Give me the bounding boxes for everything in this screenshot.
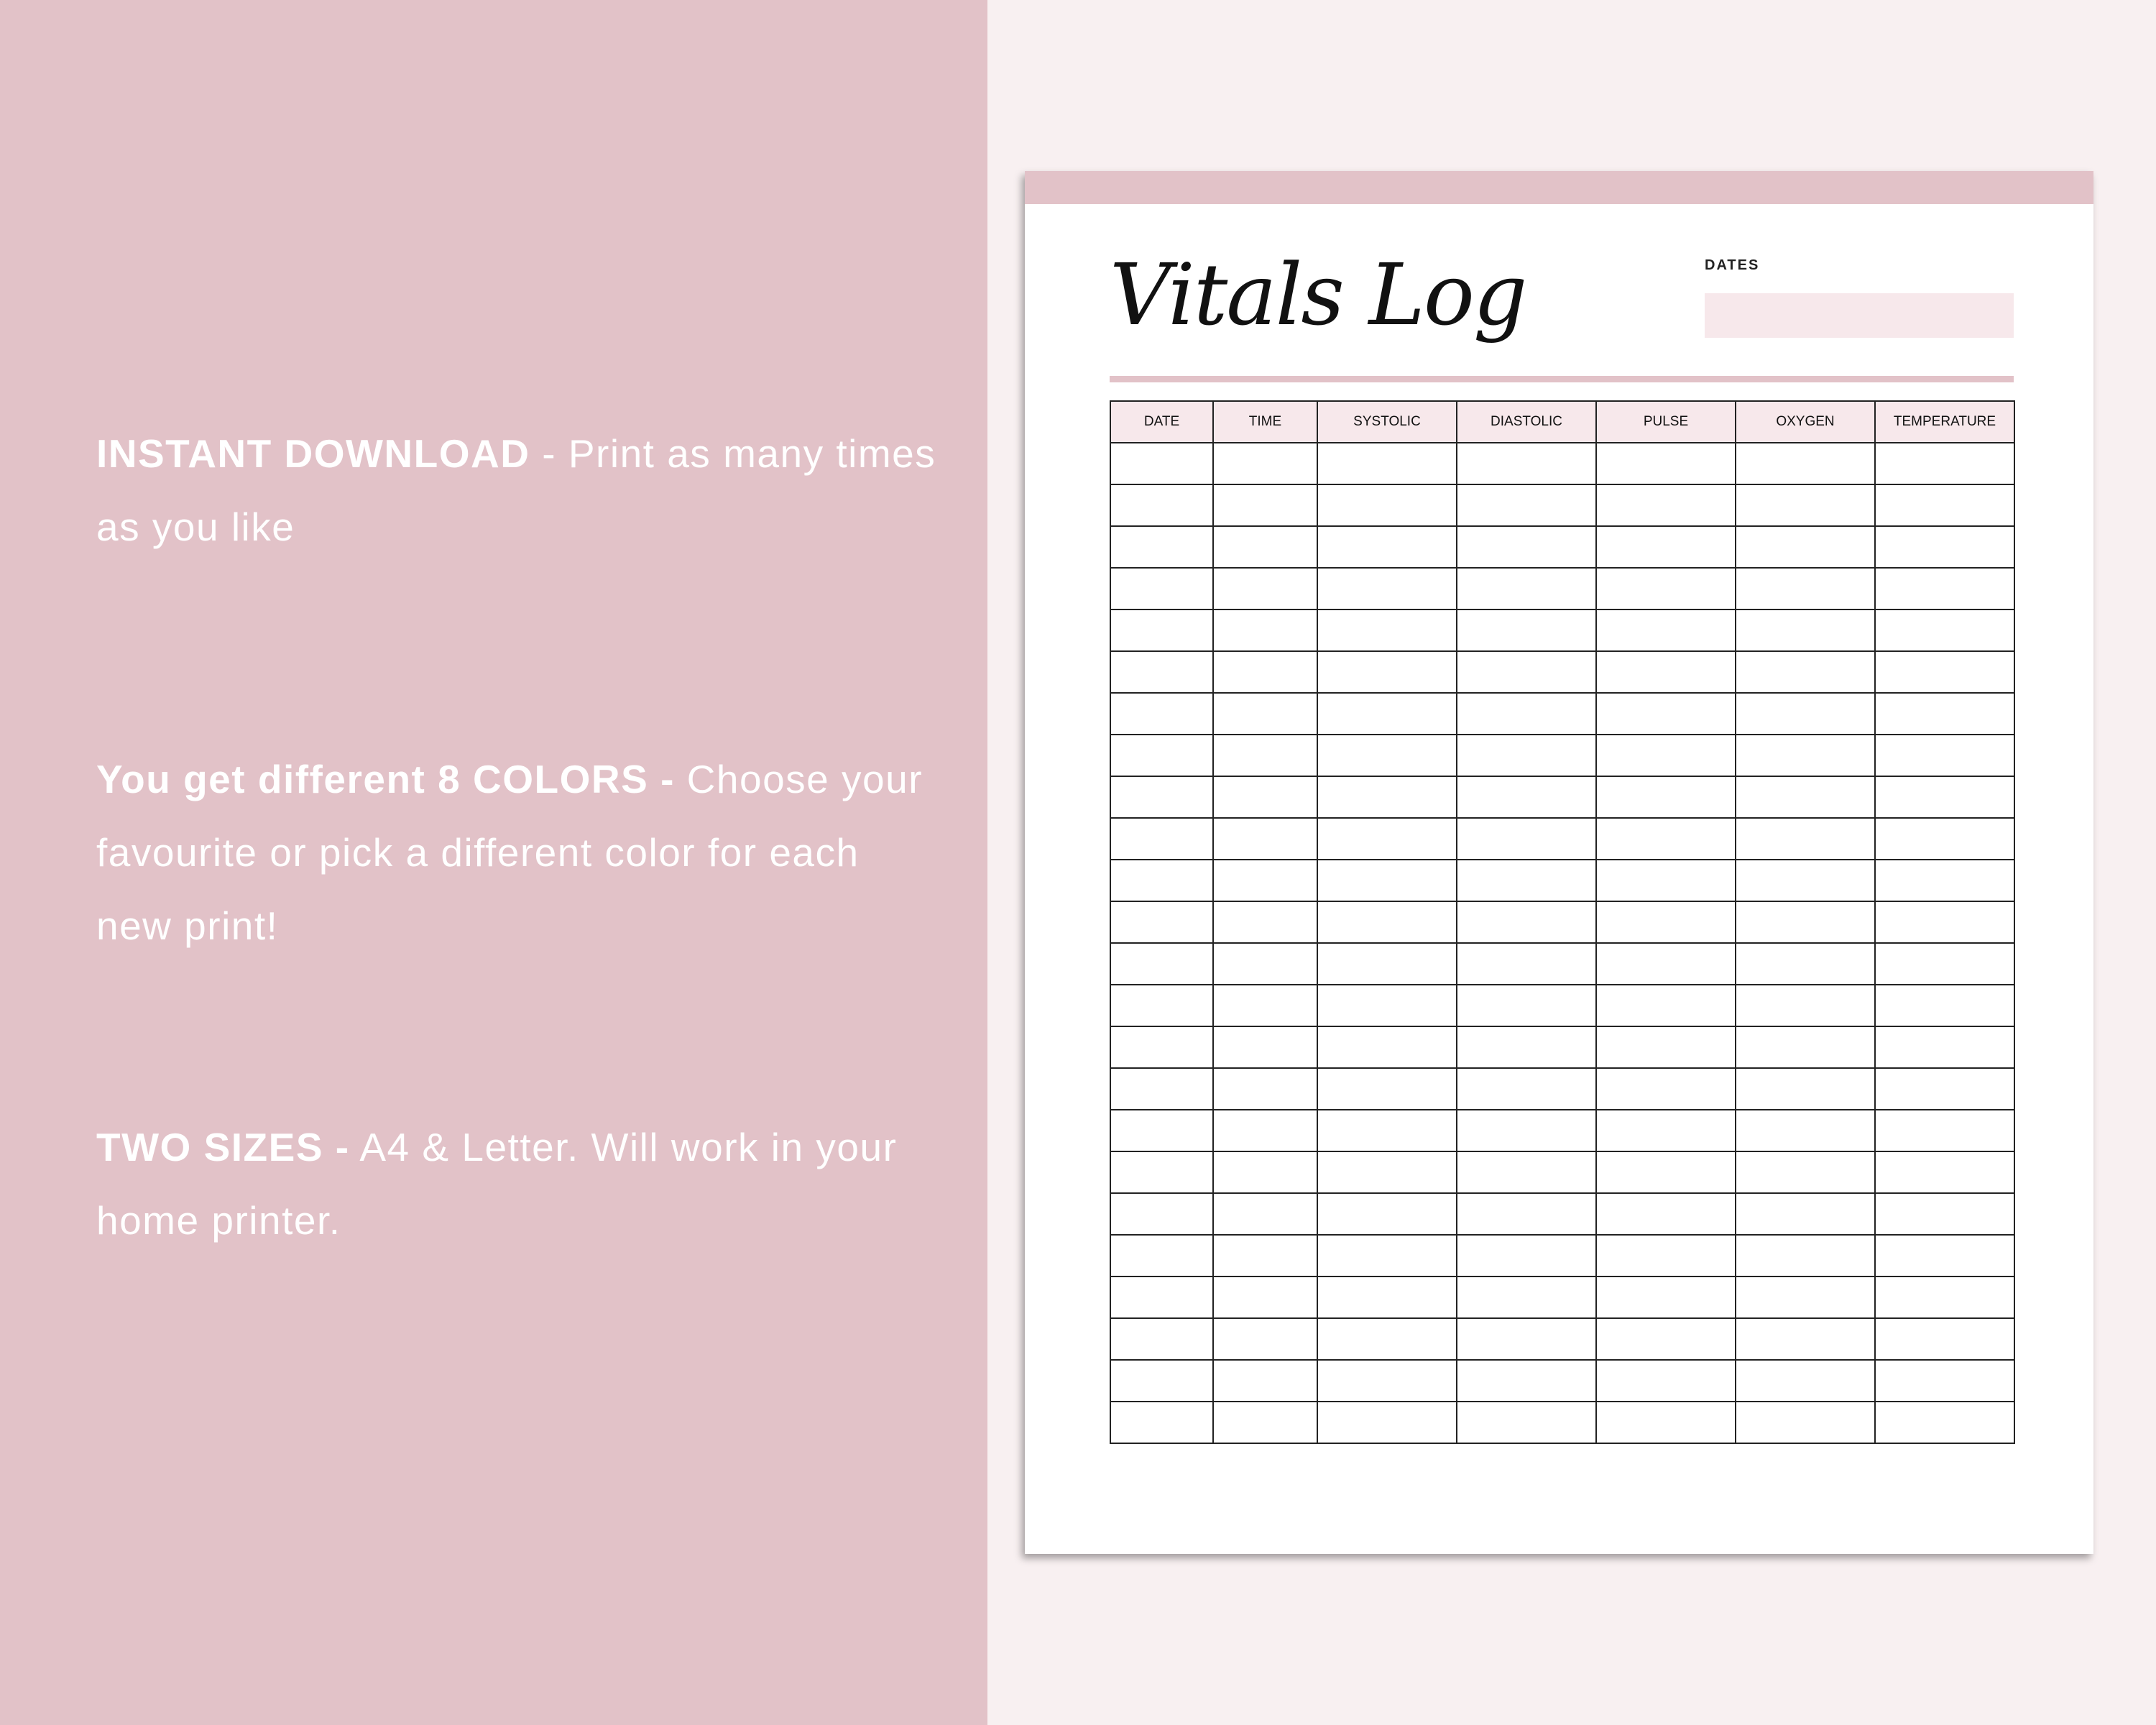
dates-label: DATES	[1705, 257, 1760, 273]
cell-temperature[interactable]	[1875, 484, 2014, 526]
cell-systolic[interactable]	[1317, 568, 1457, 610]
cell-systolic[interactable]	[1317, 776, 1457, 818]
cell-systolic[interactable]	[1317, 1151, 1457, 1193]
cell-pulse[interactable]	[1596, 1026, 1736, 1068]
table-row	[1110, 610, 2014, 651]
cell-temperature[interactable]	[1875, 776, 2014, 818]
cell-oxygen[interactable]	[1736, 610, 1875, 651]
cell-diastolic[interactable]	[1457, 526, 1596, 568]
cell-pulse[interactable]	[1596, 985, 1736, 1026]
cell-temperature[interactable]	[1875, 1193, 2014, 1235]
cell-temperature[interactable]	[1875, 1151, 2014, 1193]
cell-date[interactable]	[1110, 1360, 1213, 1402]
cell-time[interactable]	[1213, 860, 1317, 901]
table-row	[1110, 735, 2014, 776]
cell-diastolic[interactable]	[1457, 818, 1596, 860]
cell-time[interactable]	[1213, 901, 1317, 943]
cell-pulse[interactable]	[1596, 1360, 1736, 1402]
cell-temperature[interactable]	[1875, 1235, 2014, 1276]
table-row	[1110, 1110, 2014, 1151]
cell-date[interactable]	[1110, 1068, 1213, 1110]
cell-pulse[interactable]	[1596, 1151, 1736, 1193]
cell-date[interactable]	[1110, 735, 1213, 776]
table-row	[1110, 1402, 2014, 1443]
table-row	[1110, 1235, 2014, 1276]
cell-temperature[interactable]	[1875, 818, 2014, 860]
cell-diastolic[interactable]	[1457, 610, 1596, 651]
column-header-systolic: SYSTOLIC	[1317, 401, 1457, 443]
cell-systolic[interactable]	[1317, 901, 1457, 943]
cell-temperature[interactable]	[1875, 985, 2014, 1026]
cell-date[interactable]	[1110, 651, 1213, 693]
cell-diastolic[interactable]	[1457, 1276, 1596, 1318]
cell-pulse[interactable]	[1596, 526, 1736, 568]
cell-date[interactable]	[1110, 860, 1213, 901]
cell-systolic[interactable]	[1317, 484, 1457, 526]
cell-systolic[interactable]	[1317, 818, 1457, 860]
cell-oxygen[interactable]	[1736, 1151, 1875, 1193]
cell-diastolic[interactable]	[1457, 484, 1596, 526]
feature-text: Choose your favourite or pick a different color for each new print!	[96, 757, 923, 948]
cell-time[interactable]	[1213, 443, 1317, 484]
cell-pulse[interactable]	[1596, 484, 1736, 526]
cell-diastolic[interactable]	[1457, 1151, 1596, 1193]
table-row	[1110, 1276, 2014, 1318]
column-header-temperature: TEMPERATURE	[1875, 401, 2014, 443]
feature-colors	[96, 742, 944, 962]
cell-systolic[interactable]	[1317, 526, 1457, 568]
column-header-time: TIME	[1213, 401, 1317, 443]
cell-pulse[interactable]	[1596, 901, 1736, 943]
feature-heading: You get different 8 COLORS -	[96, 757, 675, 801]
cell-time[interactable]	[1213, 651, 1317, 693]
cell-oxygen[interactable]	[1736, 1110, 1875, 1151]
cell-time[interactable]	[1213, 568, 1317, 610]
cell-oxygen[interactable]	[1736, 985, 1875, 1026]
column-header-diastolic: DIASTOLIC	[1457, 401, 1596, 443]
cell-diastolic[interactable]	[1457, 735, 1596, 776]
cell-diastolic[interactable]	[1457, 651, 1596, 693]
cell-time[interactable]	[1213, 1193, 1317, 1235]
table-row	[1110, 985, 2014, 1026]
cell-diastolic[interactable]	[1457, 1068, 1596, 1110]
column-header-date: DATE	[1110, 401, 1213, 443]
cell-systolic[interactable]	[1317, 443, 1457, 484]
cell-systolic[interactable]	[1317, 651, 1457, 693]
cell-pulse[interactable]	[1596, 1193, 1736, 1235]
cell-oxygen[interactable]	[1736, 901, 1875, 943]
cell-diastolic[interactable]	[1457, 1318, 1596, 1360]
cell-systolic[interactable]	[1317, 1318, 1457, 1360]
cell-oxygen[interactable]	[1736, 818, 1875, 860]
feature-sizes	[96, 1110, 944, 1257]
cell-oxygen[interactable]	[1736, 1026, 1875, 1068]
cell-date[interactable]	[1110, 484, 1213, 526]
cell-time[interactable]	[1213, 1318, 1317, 1360]
cell-diastolic[interactable]	[1457, 1026, 1596, 1068]
cell-oxygen[interactable]	[1736, 484, 1875, 526]
table-row	[1110, 1026, 2014, 1068]
cell-diastolic[interactable]	[1457, 443, 1596, 484]
cell-time[interactable]	[1213, 1026, 1317, 1068]
cell-time[interactable]	[1213, 1402, 1317, 1443]
cell-systolic[interactable]	[1317, 1360, 1457, 1402]
table-row	[1110, 943, 2014, 985]
sheet-title: Vitals Log	[1110, 245, 1526, 344]
vitals-table	[1110, 400, 2015, 1444]
cell-temperature[interactable]	[1875, 651, 2014, 693]
cell-oxygen[interactable]	[1736, 1068, 1875, 1110]
cell-systolic[interactable]	[1317, 610, 1457, 651]
cell-diastolic[interactable]	[1457, 1360, 1596, 1402]
cell-pulse[interactable]	[1596, 1068, 1736, 1110]
cell-oxygen[interactable]	[1736, 651, 1875, 693]
cell-time[interactable]	[1213, 1360, 1317, 1402]
table-row	[1110, 818, 2014, 860]
cell-diastolic[interactable]	[1457, 985, 1596, 1026]
cell-date[interactable]	[1110, 526, 1213, 568]
table-row	[1110, 443, 2014, 484]
cell-oxygen[interactable]	[1736, 1235, 1875, 1276]
table-row	[1110, 860, 2014, 901]
cell-date[interactable]	[1110, 818, 1213, 860]
cell-oxygen[interactable]	[1736, 860, 1875, 901]
table-row	[1110, 651, 2014, 693]
cell-diastolic[interactable]	[1457, 1193, 1596, 1235]
cell-temperature[interactable]	[1875, 1318, 2014, 1360]
table-body	[1110, 443, 2014, 1443]
cell-temperature[interactable]	[1875, 610, 2014, 651]
cell-time[interactable]	[1213, 693, 1317, 735]
cell-temperature[interactable]	[1875, 1402, 2014, 1443]
vitals-log-sheet	[1025, 171, 2093, 1554]
table-row	[1110, 484, 2014, 526]
cell-time[interactable]	[1213, 1110, 1317, 1151]
cell-date[interactable]	[1110, 1026, 1213, 1068]
cell-temperature[interactable]	[1875, 568, 2014, 610]
cell-time[interactable]	[1213, 1235, 1317, 1276]
cell-pulse[interactable]	[1596, 568, 1736, 610]
cell-oxygen[interactable]	[1736, 1318, 1875, 1360]
cell-pulse[interactable]	[1596, 1110, 1736, 1151]
cell-pulse[interactable]	[1596, 1235, 1736, 1276]
cell-oxygen[interactable]	[1736, 1193, 1875, 1235]
cell-temperature[interactable]	[1875, 526, 2014, 568]
cell-time[interactable]	[1213, 818, 1317, 860]
table-row	[1110, 776, 2014, 818]
cell-date[interactable]	[1110, 1276, 1213, 1318]
table-header-row	[1110, 401, 2014, 443]
cell-systolic[interactable]	[1317, 1110, 1457, 1151]
cell-pulse[interactable]	[1596, 1276, 1736, 1318]
cell-date[interactable]	[1110, 1151, 1213, 1193]
cell-date[interactable]	[1110, 776, 1213, 818]
feature-text: - Print as many times as you like	[96, 431, 936, 549]
cell-temperature[interactable]	[1875, 735, 2014, 776]
cell-oxygen[interactable]	[1736, 1360, 1875, 1402]
dates-field[interactable]	[1705, 293, 2014, 338]
cell-diastolic[interactable]	[1457, 860, 1596, 901]
sheet-divider	[1110, 376, 2014, 382]
cell-oxygen[interactable]	[1736, 735, 1875, 776]
cell-time[interactable]	[1213, 484, 1317, 526]
cell-temperature[interactable]	[1875, 943, 2014, 985]
cell-temperature[interactable]	[1875, 1360, 2014, 1402]
table-row	[1110, 1068, 2014, 1110]
cell-date[interactable]	[1110, 1110, 1213, 1151]
cell-oxygen[interactable]	[1736, 1402, 1875, 1443]
cell-time[interactable]	[1213, 1151, 1317, 1193]
cell-pulse[interactable]	[1596, 1402, 1736, 1443]
cell-oxygen[interactable]	[1736, 776, 1875, 818]
cell-temperature[interactable]	[1875, 1110, 2014, 1151]
cell-diastolic[interactable]	[1457, 1110, 1596, 1151]
cell-temperature[interactable]	[1875, 443, 2014, 484]
cell-temperature[interactable]	[1875, 1068, 2014, 1110]
cell-pulse[interactable]	[1596, 818, 1736, 860]
cell-temperature[interactable]	[1875, 1026, 2014, 1068]
cell-systolic[interactable]	[1317, 1193, 1457, 1235]
column-header-oxygen: OXYGEN	[1736, 401, 1875, 443]
cell-time[interactable]	[1213, 1276, 1317, 1318]
feature-text: A4 & Letter. Will work in your home printer.	[96, 1125, 898, 1243]
cell-temperature[interactable]	[1875, 693, 2014, 735]
cell-date[interactable]	[1110, 943, 1213, 985]
cell-pulse[interactable]	[1596, 1318, 1736, 1360]
table-row	[1110, 1151, 2014, 1193]
cell-time[interactable]	[1213, 526, 1317, 568]
column-header-pulse: PULSE	[1596, 401, 1736, 443]
cell-pulse[interactable]	[1596, 443, 1736, 484]
cell-pulse[interactable]	[1596, 693, 1736, 735]
cell-diastolic[interactable]	[1457, 943, 1596, 985]
cell-systolic[interactable]	[1317, 985, 1457, 1026]
cell-time[interactable]	[1213, 610, 1317, 651]
table-row	[1110, 1360, 2014, 1402]
feature-heading: INSTANT DOWNLOAD	[96, 431, 530, 476]
cell-date[interactable]	[1110, 443, 1213, 484]
cell-diastolic[interactable]	[1457, 776, 1596, 818]
cell-date[interactable]	[1110, 1193, 1213, 1235]
cell-oxygen[interactable]	[1736, 693, 1875, 735]
cell-temperature[interactable]	[1875, 860, 2014, 901]
sheet-header-band	[1025, 171, 2093, 204]
cell-diastolic[interactable]	[1457, 1235, 1596, 1276]
cell-pulse[interactable]	[1596, 651, 1736, 693]
cell-systolic[interactable]	[1317, 1402, 1457, 1443]
cell-pulse[interactable]	[1596, 610, 1736, 651]
table-row	[1110, 693, 2014, 735]
cell-oxygen[interactable]	[1736, 943, 1875, 985]
cell-date[interactable]	[1110, 901, 1213, 943]
cell-oxygen[interactable]	[1736, 1276, 1875, 1318]
table-row	[1110, 1193, 2014, 1235]
table-row	[1110, 568, 2014, 610]
feature-heading: TWO SIZES -	[96, 1125, 350, 1169]
table-row	[1110, 526, 2014, 568]
cell-diastolic[interactable]	[1457, 568, 1596, 610]
left-panel	[0, 0, 987, 1725]
cell-date[interactable]	[1110, 985, 1213, 1026]
cell-time[interactable]	[1213, 776, 1317, 818]
cell-systolic[interactable]	[1317, 1068, 1457, 1110]
cell-systolic[interactable]	[1317, 943, 1457, 985]
cell-date[interactable]	[1110, 1402, 1213, 1443]
cell-pulse[interactable]	[1596, 735, 1736, 776]
cell-oxygen[interactable]	[1736, 443, 1875, 484]
cell-date[interactable]	[1110, 1235, 1213, 1276]
cell-time[interactable]	[1213, 943, 1317, 985]
cell-time[interactable]	[1213, 735, 1317, 776]
cell-pulse[interactable]	[1596, 860, 1736, 901]
cell-pulse[interactable]	[1596, 943, 1736, 985]
cell-time[interactable]	[1213, 985, 1317, 1026]
cell-systolic[interactable]	[1317, 860, 1457, 901]
cell-date[interactable]	[1110, 693, 1213, 735]
cell-oxygen[interactable]	[1736, 568, 1875, 610]
cell-diastolic[interactable]	[1457, 693, 1596, 735]
cell-systolic[interactable]	[1317, 1026, 1457, 1068]
table-row	[1110, 901, 2014, 943]
cell-systolic[interactable]	[1317, 735, 1457, 776]
cell-systolic[interactable]	[1317, 1276, 1457, 1318]
cell-pulse[interactable]	[1596, 776, 1736, 818]
feature-instant-download	[96, 417, 944, 564]
cell-systolic[interactable]	[1317, 693, 1457, 735]
cell-time[interactable]	[1213, 1068, 1317, 1110]
cell-date[interactable]	[1110, 610, 1213, 651]
cell-date[interactable]	[1110, 1318, 1213, 1360]
cell-diastolic[interactable]	[1457, 901, 1596, 943]
cell-temperature[interactable]	[1875, 1276, 2014, 1318]
table-row	[1110, 1318, 2014, 1360]
cell-systolic[interactable]	[1317, 1235, 1457, 1276]
cell-temperature[interactable]	[1875, 901, 2014, 943]
cell-date[interactable]	[1110, 568, 1213, 610]
cell-oxygen[interactable]	[1736, 526, 1875, 568]
cell-diastolic[interactable]	[1457, 1402, 1596, 1443]
